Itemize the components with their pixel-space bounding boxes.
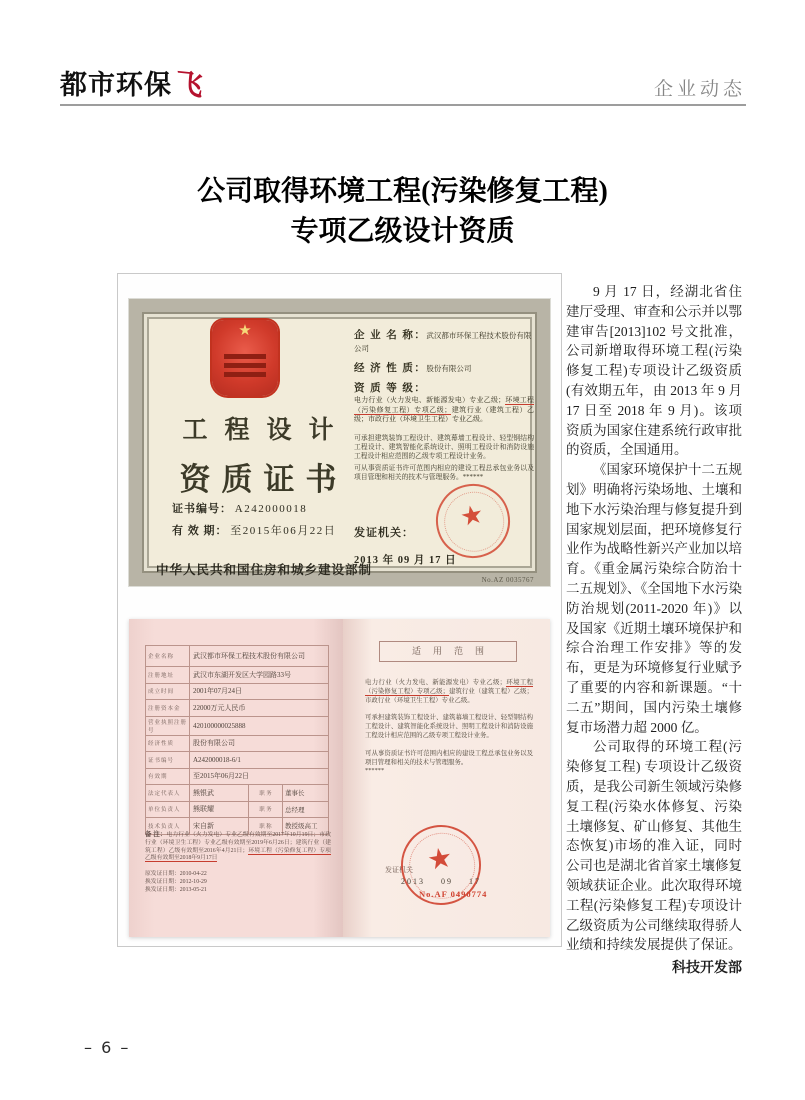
emblem-gate-icon: [224, 354, 266, 359]
grade-pre: 电力行业（火力发电、新能源发电）专业乙级；: [354, 396, 506, 404]
company-name-row: [354, 328, 534, 354]
row-mid: 职 务: [248, 785, 282, 801]
grade-text: [354, 396, 534, 425]
certificate-validity-value: 至2015年06月22日: [230, 525, 337, 537]
certificate-number-row: [172, 500, 307, 516]
certificate-inner: [142, 312, 537, 584]
table-row: [146, 784, 328, 801]
row-label: 经济性质: [146, 736, 190, 752]
row-label: 证书编号: [146, 752, 190, 768]
scope-para-3-text: 可从事资质证书许可范围内相应的建设工程总承包业务以及项目管理和相关的技术与管理服务。: [365, 749, 533, 766]
row-label: 企业名称: [146, 646, 190, 666]
row-value: 熊银武: [193, 788, 214, 797]
certificate-title-line2: 资质证书: [179, 462, 348, 497]
table-row: [146, 699, 328, 716]
row-value: 2001年07月24日: [193, 687, 242, 696]
company-name-label: 企 业 名 称：: [354, 330, 427, 341]
booklet-info-table: [145, 645, 329, 835]
page-header: [60, 62, 746, 106]
grade-label: 资 质 等 级：: [354, 383, 427, 394]
grade-post: 建筑行业（建筑工程）乙级；市政行业（环境卫生工程）专业乙级。: [354, 405, 535, 423]
row-value: 宋自新: [193, 821, 214, 830]
article-title-line1: 公司取得环境工程(污染修复工程): [197, 176, 608, 207]
table-row: [146, 735, 328, 752]
row-value: 22000万元人民币: [193, 703, 246, 712]
row-right: 总经理: [282, 802, 328, 818]
row-label: 有效期: [146, 769, 190, 785]
row-value: 至2015年06月22日: [193, 772, 249, 781]
row-right: 教授级高工: [282, 818, 328, 834]
certificate-number-value: A242000018: [234, 503, 308, 515]
scope-para-3: [365, 750, 533, 776]
emblem-star-icon: ★: [238, 323, 252, 339]
table-row: [146, 646, 328, 666]
page-number: – 6 –: [84, 1038, 131, 1057]
grade-highlight: 环境工程（污染修复工程）专项乙级；: [354, 396, 535, 414]
issue-date-line: 换发证日期：2013-05-21: [145, 886, 207, 893]
row-label: 营业执照注册号: [146, 717, 190, 735]
publication-logo: [60, 66, 206, 103]
issue-date: 2013 年 09 月 17 日: [354, 555, 457, 566]
section-label: 企业动态: [653, 78, 746, 100]
row-label: 单位负责人: [146, 802, 190, 818]
scope-para-1-highlight: 环境工程（污染修复工程）专项乙级；: [365, 679, 534, 695]
company-name-value: 武汉都市环保工程技术股份有限公司: [354, 331, 532, 353]
article-paragraph-1: 9 月 17 日，经湖北省住建厅受理、审查和公示并以鄂建审告[2013]102 号文批准，公司新增取得环境工程(污染修复工程)专项设计乙级资质(有效期五年，由 2013 年 9 月 17 日至 2018 年 9 月)。该项资质为国家住建系统行政审批的资质，全国通用。: [566, 284, 742, 458]
scope-para-2: 可承担建筑装饰工程设计、建筑幕墙工程设计、轻型钢结构工程设计、建筑智能化系统设计、照明工程设计和消防设施工程设计相应范围的乙级专项工程设计业务。: [365, 714, 533, 739]
logo-text: 都市环保: [60, 70, 172, 101]
certificate-title-line1: 工程设计: [182, 417, 351, 444]
booklet-remark: [145, 831, 331, 863]
row-mid: 职 称: [248, 818, 282, 834]
issue-date-line: 原发证日期：2010-04-22: [145, 871, 207, 877]
remark-label: 备 注：: [145, 831, 167, 838]
table-row: [146, 683, 328, 700]
grade-row: [354, 381, 534, 425]
remark-text: 电力行业（火力发电）专业乙级有效期至2017年10月19日；市政行业（环境卫生工程）专业乙级有效期至2019年6月26日；建筑行业（建筑工程）乙级有效期至2016年4月21日；: [145, 832, 331, 854]
certificate-serial: No.AZ 0035767: [481, 576, 534, 584]
table-row: [146, 751, 328, 768]
certificate-validity-label: 有 效 期：: [172, 525, 228, 537]
booklet-left-page: [129, 619, 343, 937]
article-body: [566, 282, 742, 979]
logo-mark-icon: 飞: [173, 66, 206, 103]
scope-para-1-pre: 电力行业（火力发电、新能源发电）专业乙级；: [365, 679, 507, 686]
article-paragraph-3: 公司取得的环境工程(污染修复工程) 专项设计乙级资质，是我公司新生领域污染修复工程(污染水体修复、污染土壤修复、矿山修复、其他生态恢复)市场的准入证，同时公司也是湖北省首家土壤修复领域获证企业。此次取得环境工程(污染修复工程)专项设计乙级资质为公司继续取得骄人业绩和持续发展提供了保证。: [566, 739, 742, 953]
issue-authority-label: 发证机关：: [354, 527, 414, 539]
certificate-issuer-line: 中华人民共和国住房和城乡建设部制: [155, 563, 372, 577]
issue-date-line: 换发证日期：2012-10-29: [145, 878, 207, 885]
certificate-big-title: [142, 410, 374, 499]
seal-star-icon: ★: [457, 499, 487, 533]
row-label: 成立时间: [146, 684, 190, 700]
row-label: 技术负责人: [146, 818, 190, 834]
economy-label: 经 济 性 质：: [354, 363, 427, 374]
economy-value: 股份有限公司: [426, 364, 472, 373]
scope-para-stars: ******: [365, 767, 385, 775]
row-value: 武汉都市环保工程技术股份有限公司: [193, 652, 305, 660]
table-row: [146, 768, 328, 785]
certificate-right-block: [354, 328, 534, 482]
scope-para-1-post: 建筑行业（建筑工程）乙级；市政行业（环境卫生工程）专业乙级。: [365, 687, 534, 704]
booklet-issue-dates: [145, 871, 207, 894]
booklet-scope-header: 适用范围: [379, 641, 517, 662]
national-emblem-icon: [212, 320, 278, 396]
remark-highlight: 环境工程（污染修复工程）专项乙级有效期至2018年9月17日: [145, 847, 331, 862]
booklet-issue-date: 2013 09 17: [401, 877, 481, 886]
certificate-photo: [129, 299, 550, 586]
table-row: [146, 666, 328, 683]
booklet-issue-label: 发证机关: [385, 866, 413, 874]
article-byline: 科技开发部: [672, 960, 742, 977]
row-value: A242000018-6/1: [193, 755, 241, 764]
booklet-serial: No.AF 0490774: [419, 889, 488, 899]
row-right: 董事长: [282, 785, 328, 801]
seal-star-icon: ★: [424, 842, 456, 878]
row-label: 注册资本金: [146, 700, 190, 716]
row-mid: 职 务: [248, 802, 282, 818]
table-row: [146, 801, 328, 818]
article-title: [0, 172, 805, 252]
scope-para-1: [365, 679, 533, 705]
images-frame: [117, 273, 562, 947]
article-paragraph-2: 《国家环境保护十二五规划》明确将污染场地、土壤和地下水污染治理与修复提升到国家规划层面，把环境修复行业作为战略性新兴产业加以培育。《重金属污染综合防治十二五规划》、《全国地下水污染防治规划(2011-2020 年)》以及国家《近期土壤环境保护和综合治理工作安排》等的发布，更是为环境修复行业赋予了重要的内容和新课题。“十二五”期间，国内污染土壤修复市场潜力超 2000 亿。: [566, 462, 742, 735]
booklet-right-page: [343, 619, 550, 937]
row-label: 注册地址: [146, 667, 190, 683]
certificate-validity-row: [172, 522, 336, 538]
scope-paragraph-2: 可从事资质证书许可范围内相应的建设工程总承包业务以及项目管理和相关的技术与管理服务。******: [354, 464, 534, 481]
row-value: 420100000025888: [193, 721, 246, 730]
row-label: 法定代表人: [146, 785, 190, 801]
table-row: [146, 716, 328, 735]
economy-row: [354, 361, 534, 374]
booklet-scope-body: [365, 679, 533, 785]
scope-paragraph-1: 可承担建筑装饰工程设计、建筑幕墙工程设计、轻型钢结构工程设计、建筑智能化系统设计、照明工程设计和消防设施工程设计相应范围的乙级专项工程设计业务。: [354, 434, 534, 460]
certificate-number-label: 证书编号：: [172, 503, 232, 515]
row-value: 熊联耀: [193, 805, 214, 814]
booklet-photo: [129, 619, 550, 937]
row-value: 武汉市东湖开发区大学园路33号: [193, 670, 291, 679]
issue-block: [354, 490, 534, 584]
article-title-line2: 专项乙级设计资质: [290, 216, 515, 247]
row-value: 股份有限公司: [193, 739, 235, 748]
